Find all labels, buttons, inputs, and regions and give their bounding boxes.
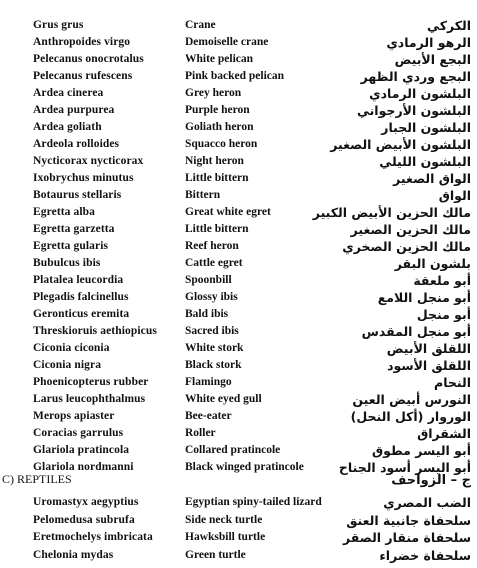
english-name: Little bittern <box>185 223 249 235</box>
arabic-name: سلحفاة خضراء <box>379 547 471 563</box>
arabic-name: البجع وردي الظهر <box>360 69 471 84</box>
scientific-name: Platalea leucordia <box>33 274 124 286</box>
arabic-name: سلحفاة منقار الصقر <box>343 530 471 545</box>
scientific-name: Bubulcus ibis <box>33 257 101 269</box>
scientific-name: Egretta alba <box>33 206 95 218</box>
arabic-name: مالك الحزين الصخري <box>342 239 471 254</box>
arabic-name: الوروار (أكل النحل) <box>350 409 471 424</box>
scientific-name: Botaurus stellaris <box>33 189 122 201</box>
arabic-name: الكركي <box>427 18 471 33</box>
english-name: Green turtle <box>185 548 246 561</box>
scientific-name: Ardea goliath <box>33 121 102 133</box>
scientific-name: Larus leucophthalmus <box>33 393 146 405</box>
arabic-name: الواق <box>438 188 471 203</box>
english-name: Egyptian spiny-tailed lizard <box>185 496 322 508</box>
english-name: Reef heron <box>185 240 239 252</box>
english-name: Great white egret <box>185 206 271 218</box>
english-name: Hawksbill turtle <box>185 531 266 543</box>
scientific-name: Glariola pratincola <box>33 444 130 456</box>
arabic-name: أبو منجل اللامع <box>377 290 471 305</box>
english-name: Cattle egret <box>185 257 243 269</box>
english-name: Spoonbill <box>185 274 232 286</box>
scientific-name: Pelecanus onocrotalus <box>33 53 144 65</box>
arabic-name: البلشون الليلي <box>379 154 471 169</box>
arabic-name: البلشون الرمادي <box>369 86 471 101</box>
arabic-name: الشقراق <box>417 426 471 441</box>
scientific-name: Grus grus <box>33 19 84 31</box>
arabic-name: الواق الصغير <box>393 171 471 186</box>
english-name: Crane <box>185 19 216 31</box>
scientific-name: Uromastyx aegyptius <box>33 496 139 508</box>
english-name: Bee-eater <box>185 410 232 422</box>
list-row <box>0 549 477 568</box>
arabic-name: سلحفاة جانبية العنق <box>346 512 471 528</box>
arabic-name: بلشون البقر <box>394 256 471 271</box>
scientific-name: Chelonia mydas <box>33 548 114 561</box>
scientific-name: Egretta garzetta <box>33 223 115 235</box>
scientific-name: Ciconia ciconia <box>33 342 110 354</box>
arabic-name: مالك الحزين الأبيض الكبير <box>312 205 471 220</box>
english-name: Flamingo <box>185 376 232 388</box>
scientific-name: Eretmochelys imbricata <box>33 531 153 543</box>
english-name: White eyed gull <box>185 393 262 405</box>
arabic-name: اللقلق الأبيض <box>386 341 471 356</box>
english-name: Roller <box>185 427 216 439</box>
arabic-name: أبو منجل <box>416 307 471 322</box>
english-name: Goliath heron <box>185 121 254 133</box>
arabic-name: النحام <box>434 375 471 390</box>
english-name: Side neck turtle <box>185 513 263 526</box>
scientific-name: Geronticus eremita <box>33 308 130 320</box>
english-name: White stork <box>185 342 244 354</box>
arabic-name: أبو منجل المقدس <box>361 324 471 339</box>
english-name: Bald ibis <box>185 308 229 320</box>
english-name: Sacred ibis <box>185 325 239 337</box>
arabic-name: مالك الحزين الصغير <box>350 222 471 237</box>
arabic-name: البلشون الأرجواني <box>356 103 471 118</box>
scientific-name: Coracias garrulus <box>33 427 124 439</box>
english-name: Night heron <box>185 155 244 167</box>
arabic-name: البلشون الأبيض الصغير <box>330 137 471 152</box>
english-name: Pink backed pelican <box>185 70 285 82</box>
scientific-name: Phoenicopterus rubber <box>33 376 149 388</box>
scientific-name: Nycticorax nycticorax <box>33 155 144 167</box>
english-name: Bittern <box>185 189 221 201</box>
scientific-name: Ciconia nigra <box>33 359 102 371</box>
scientific-name: Ardea cinerea <box>33 87 104 99</box>
scientific-name: Ardea purpurea <box>33 104 115 116</box>
arabic-name: أبو اليسر مطوق <box>371 443 471 458</box>
scientific-name: Ardeola rolloides <box>33 138 120 150</box>
english-name: Little bittern <box>185 172 249 184</box>
arabic-name: اللقلق الأسود <box>387 358 471 373</box>
english-name: Black stork <box>185 359 242 371</box>
scientific-name: Ixobrychus minutus <box>33 172 134 184</box>
arabic-name: الضب المصري <box>383 495 471 510</box>
arabic-name: أبو ملعقة <box>413 273 471 288</box>
scientific-name: Glariola nordmanni <box>33 461 134 473</box>
english-name: Squacco heron <box>185 138 258 150</box>
english-name: White pelican <box>185 53 254 65</box>
scientific-name: Threskioruis aethiopicus <box>33 325 157 337</box>
scientific-name: Anthropoides virgo <box>33 36 131 48</box>
scientific-name: Pelomedusa subrufa <box>33 513 135 526</box>
arabic-name: النورس أبيض العين <box>352 392 471 407</box>
arabic-name: أبو اليسر أسود الجناح <box>338 460 471 475</box>
arabic-name: الرهو الرمادي <box>386 35 471 50</box>
english-name: Purple heron <box>185 104 250 116</box>
scientific-name: Merops apiaster <box>33 410 115 422</box>
scientific-name: Pelecanus rufescens <box>33 70 133 82</box>
scientific-name: Plegadis falcinellus <box>33 291 129 303</box>
english-name: Black winged pratincole <box>185 461 304 473</box>
english-name: Glossy ibis <box>185 291 238 303</box>
reptiles-heading-arabic: ج – الزواحف <box>391 473 471 488</box>
english-name: Collared pratincole <box>185 444 281 456</box>
arabic-name: البلشون الجبار <box>381 120 471 135</box>
english-name: Demoiselle crane <box>185 36 269 48</box>
english-name: Grey heron <box>185 87 242 99</box>
reptiles-heading-english: C) REPTILES <box>2 472 72 486</box>
arabic-name: البجع الأبيض <box>394 52 471 67</box>
scientific-name: Egretta gularis <box>33 240 109 252</box>
